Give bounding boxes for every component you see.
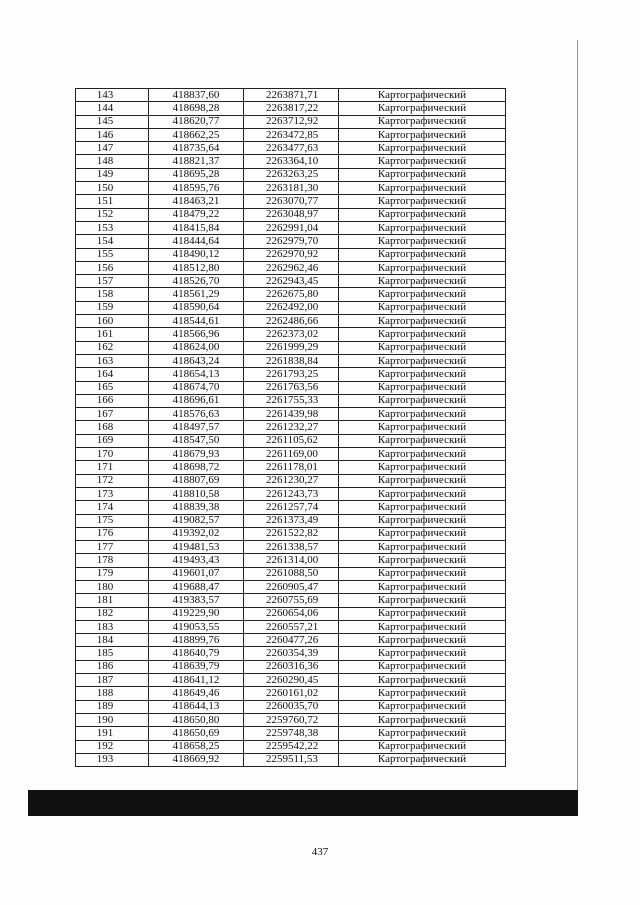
point-number-cell: 182 [76, 607, 149, 620]
x-coordinate-cell: 418807,69 [149, 474, 244, 487]
table-row [76, 115, 506, 128]
method-cell: Картографический [339, 221, 506, 234]
y-coordinate-cell: 2263477,63 [244, 142, 339, 155]
point-number-cell: 150 [76, 182, 149, 195]
point-number-cell: 180 [76, 580, 149, 593]
method-cell: Картографический [339, 594, 506, 607]
point-number-cell: 171 [76, 461, 149, 474]
x-coordinate-cell: 418679,93 [149, 448, 244, 461]
y-coordinate-cell: 2263817,22 [244, 102, 339, 115]
method-cell: Картографический [339, 700, 506, 713]
x-coordinate-cell: 418698,72 [149, 461, 244, 474]
x-coordinate-cell: 418650,80 [149, 713, 244, 726]
x-coordinate-cell: 418810,58 [149, 487, 244, 500]
method-cell: Картографический [339, 554, 506, 567]
y-coordinate-cell: 2260316,36 [244, 660, 339, 673]
scan-edge-line [577, 40, 578, 790]
x-coordinate-cell: 419082,57 [149, 514, 244, 527]
table-row [76, 394, 506, 407]
table-row [76, 474, 506, 487]
point-number-cell: 173 [76, 487, 149, 500]
table-row [76, 301, 506, 314]
method-cell: Картографический [339, 408, 506, 421]
y-coordinate-cell: 2261373,49 [244, 514, 339, 527]
method-cell: Картографический [339, 368, 506, 381]
point-number-cell: 175 [76, 514, 149, 527]
method-cell: Картографический [339, 634, 506, 647]
point-number-cell: 190 [76, 713, 149, 726]
x-coordinate-cell: 418641,12 [149, 674, 244, 687]
table-row [76, 567, 506, 580]
method-cell: Картографический [339, 541, 506, 554]
method-cell: Картографический [339, 128, 506, 141]
y-coordinate-cell: 2261230,27 [244, 474, 339, 487]
table-row [76, 341, 506, 354]
x-coordinate-cell: 418698,28 [149, 102, 244, 115]
point-number-cell: 176 [76, 527, 149, 540]
table-row [76, 221, 506, 234]
table-row [76, 660, 506, 673]
table-row [76, 448, 506, 461]
method-cell: Картографический [339, 288, 506, 301]
y-coordinate-cell: 2261257,74 [244, 501, 339, 514]
table-row [76, 128, 506, 141]
x-coordinate-cell: 418640,79 [149, 647, 244, 660]
point-number-cell: 158 [76, 288, 149, 301]
y-coordinate-cell: 2263263,25 [244, 168, 339, 181]
y-coordinate-cell: 2261439,98 [244, 408, 339, 421]
y-coordinate-cell: 2263712,92 [244, 115, 339, 128]
point-number-cell: 187 [76, 674, 149, 687]
method-cell: Картографический [339, 155, 506, 168]
y-coordinate-cell: 2261105,62 [244, 434, 339, 447]
point-number-cell: 167 [76, 408, 149, 421]
y-coordinate-cell: 2260755,69 [244, 594, 339, 607]
x-coordinate-cell: 418497,57 [149, 421, 244, 434]
point-number-cell: 151 [76, 195, 149, 208]
x-coordinate-cell: 418644,13 [149, 700, 244, 713]
x-coordinate-cell: 418624,00 [149, 341, 244, 354]
point-number-cell: 168 [76, 421, 149, 434]
table-row [76, 700, 506, 713]
table-row [76, 620, 506, 633]
method-cell: Картографический [339, 620, 506, 633]
table-row [76, 328, 506, 341]
method-cell: Картографический [339, 674, 506, 687]
point-number-cell: 148 [76, 155, 149, 168]
method-cell: Картографический [339, 261, 506, 274]
x-coordinate-cell: 418674,70 [149, 381, 244, 394]
x-coordinate-cell: 418658,25 [149, 740, 244, 753]
method-cell: Картографический [339, 753, 506, 766]
point-number-cell: 165 [76, 381, 149, 394]
method-cell: Картографический [339, 341, 506, 354]
x-coordinate-cell: 418479,22 [149, 208, 244, 221]
method-cell: Картографический [339, 713, 506, 726]
point-number-cell: 169 [76, 434, 149, 447]
method-cell: Картографический [339, 501, 506, 514]
point-number-cell: 183 [76, 620, 149, 633]
method-cell: Картографический [339, 514, 506, 527]
table-row [76, 594, 506, 607]
point-number-cell: 154 [76, 235, 149, 248]
x-coordinate-cell: 418654,13 [149, 368, 244, 381]
y-coordinate-cell: 2263181,30 [244, 182, 339, 195]
x-coordinate-cell: 419053,55 [149, 620, 244, 633]
x-coordinate-cell: 418544,61 [149, 315, 244, 328]
y-coordinate-cell: 2263070,77 [244, 195, 339, 208]
x-coordinate-cell: 418639,79 [149, 660, 244, 673]
y-coordinate-cell: 2262373,02 [244, 328, 339, 341]
table-row [76, 354, 506, 367]
scan-dark-band [28, 790, 578, 816]
x-coordinate-cell: 418669,92 [149, 753, 244, 766]
x-coordinate-cell: 418662,25 [149, 128, 244, 141]
table-row [76, 674, 506, 687]
table-row [76, 368, 506, 381]
table-row [76, 541, 506, 554]
point-number-cell: 164 [76, 368, 149, 381]
table-row [76, 155, 506, 168]
method-cell: Картографический [339, 580, 506, 593]
y-coordinate-cell: 2261763,56 [244, 381, 339, 394]
method-cell: Картографический [339, 527, 506, 540]
method-cell: Картографический [339, 394, 506, 407]
coordinates-table [75, 88, 506, 767]
point-number-cell: 186 [76, 660, 149, 673]
table-row [76, 554, 506, 567]
x-coordinate-cell: 418696,61 [149, 394, 244, 407]
point-number-cell: 174 [76, 501, 149, 514]
y-coordinate-cell: 2262675,80 [244, 288, 339, 301]
table-row [76, 434, 506, 447]
table-row [76, 514, 506, 527]
point-number-cell: 179 [76, 567, 149, 580]
table-row [76, 487, 506, 500]
point-number-cell: 162 [76, 341, 149, 354]
method-cell: Картографический [339, 421, 506, 434]
point-number-cell: 157 [76, 275, 149, 288]
x-coordinate-cell: 419688,47 [149, 580, 244, 593]
x-coordinate-cell: 418735,64 [149, 142, 244, 155]
y-coordinate-cell: 2259542,22 [244, 740, 339, 753]
x-coordinate-cell: 418650,69 [149, 727, 244, 740]
point-number-cell: 153 [76, 221, 149, 234]
y-coordinate-cell: 2261522,82 [244, 527, 339, 540]
y-coordinate-cell: 2261755,33 [244, 394, 339, 407]
y-coordinate-cell: 2261178,01 [244, 461, 339, 474]
y-coordinate-cell: 2261169,00 [244, 448, 339, 461]
x-coordinate-cell: 418463,21 [149, 195, 244, 208]
y-coordinate-cell: 2263472,85 [244, 128, 339, 141]
method-cell: Картографический [339, 607, 506, 620]
method-cell: Картографический [339, 248, 506, 261]
x-coordinate-cell: 418526,70 [149, 275, 244, 288]
y-coordinate-cell: 2259511,53 [244, 753, 339, 766]
x-coordinate-cell: 418566,96 [149, 328, 244, 341]
method-cell: Картографический [339, 102, 506, 115]
y-coordinate-cell: 2261088,50 [244, 567, 339, 580]
method-cell: Картографический [339, 461, 506, 474]
table-row [76, 713, 506, 726]
method-cell: Картографический [339, 740, 506, 753]
y-coordinate-cell: 2259748,38 [244, 727, 339, 740]
point-number-cell: 145 [76, 115, 149, 128]
point-number-cell: 181 [76, 594, 149, 607]
table-row [76, 408, 506, 421]
x-coordinate-cell: 419481,53 [149, 541, 244, 554]
page-number: 437 [311, 846, 329, 858]
point-number-cell: 166 [76, 394, 149, 407]
method-cell: Картографический [339, 115, 506, 128]
point-number-cell: 161 [76, 328, 149, 341]
point-number-cell: 159 [76, 301, 149, 314]
method-cell: Картографический [339, 142, 506, 155]
x-coordinate-cell: 419383,57 [149, 594, 244, 607]
point-number-cell: 177 [76, 541, 149, 554]
point-number-cell: 156 [76, 261, 149, 274]
point-number-cell: 178 [76, 554, 149, 567]
table-row [76, 687, 506, 700]
table-row [76, 102, 506, 115]
y-coordinate-cell: 2262979,70 [244, 235, 339, 248]
y-coordinate-cell: 2260477,26 [244, 634, 339, 647]
table-row [76, 182, 506, 195]
x-coordinate-cell: 418547,50 [149, 434, 244, 447]
point-number-cell: 185 [76, 647, 149, 660]
point-number-cell: 188 [76, 687, 149, 700]
method-cell: Картографический [339, 647, 506, 660]
method-cell: Картографический [339, 727, 506, 740]
method-cell: Картографический [339, 301, 506, 314]
table-row [76, 315, 506, 328]
y-coordinate-cell: 2260557,21 [244, 620, 339, 633]
point-number-cell: 163 [76, 354, 149, 367]
point-number-cell: 193 [76, 753, 149, 766]
x-coordinate-cell: 418899,76 [149, 634, 244, 647]
y-coordinate-cell: 2260354,39 [244, 647, 339, 660]
table-row [76, 647, 506, 660]
x-coordinate-cell: 418821,37 [149, 155, 244, 168]
table-row [76, 421, 506, 434]
table-row [76, 168, 506, 181]
y-coordinate-cell: 2260035,70 [244, 700, 339, 713]
table-row [76, 527, 506, 540]
table-row [76, 208, 506, 221]
y-coordinate-cell: 2260905,47 [244, 580, 339, 593]
table-row [76, 142, 506, 155]
y-coordinate-cell: 2260290,45 [244, 674, 339, 687]
x-coordinate-cell: 418576,63 [149, 408, 244, 421]
point-number-cell: 170 [76, 448, 149, 461]
table-row [76, 261, 506, 274]
y-coordinate-cell: 2261838,84 [244, 354, 339, 367]
point-number-cell: 172 [76, 474, 149, 487]
x-coordinate-cell: 418839,38 [149, 501, 244, 514]
point-number-cell: 149 [76, 168, 149, 181]
point-number-cell: 152 [76, 208, 149, 221]
method-cell: Картографический [339, 89, 506, 102]
method-cell: Картографический [339, 660, 506, 673]
point-number-cell: 155 [76, 248, 149, 261]
table-row [76, 89, 506, 102]
y-coordinate-cell: 2261999,29 [244, 341, 339, 354]
x-coordinate-cell: 418695,28 [149, 168, 244, 181]
point-number-cell: 189 [76, 700, 149, 713]
method-cell: Картографический [339, 474, 506, 487]
point-number-cell: 143 [76, 89, 149, 102]
x-coordinate-cell: 418444,64 [149, 235, 244, 248]
x-coordinate-cell: 418620,77 [149, 115, 244, 128]
table-row [76, 580, 506, 593]
method-cell: Картографический [339, 354, 506, 367]
y-coordinate-cell: 2262991,04 [244, 221, 339, 234]
method-cell: Картографический [339, 381, 506, 394]
table-row [76, 195, 506, 208]
method-cell: Картографический [339, 487, 506, 500]
method-cell: Картографический [339, 687, 506, 700]
table-row [76, 461, 506, 474]
point-number-cell: 160 [76, 315, 149, 328]
y-coordinate-cell: 2262492,00 [244, 301, 339, 314]
y-coordinate-cell: 2263364,10 [244, 155, 339, 168]
point-number-cell: 144 [76, 102, 149, 115]
y-coordinate-cell: 2261338,57 [244, 541, 339, 554]
table-row [76, 607, 506, 620]
y-coordinate-cell: 2261243,73 [244, 487, 339, 500]
x-coordinate-cell: 418643,24 [149, 354, 244, 367]
y-coordinate-cell: 2262943,45 [244, 275, 339, 288]
method-cell: Картографический [339, 168, 506, 181]
point-number-cell: 146 [76, 128, 149, 141]
method-cell: Картографический [339, 182, 506, 195]
table-row [76, 753, 506, 766]
y-coordinate-cell: 2261314,00 [244, 554, 339, 567]
table-row [76, 740, 506, 753]
method-cell: Картографический [339, 315, 506, 328]
method-cell: Картографический [339, 448, 506, 461]
table-row [76, 235, 506, 248]
table-row [76, 634, 506, 647]
y-coordinate-cell: 2260654,06 [244, 607, 339, 620]
y-coordinate-cell: 2261793,25 [244, 368, 339, 381]
method-cell: Картографический [339, 328, 506, 341]
table-row [76, 381, 506, 394]
table-row [76, 288, 506, 301]
x-coordinate-cell: 419392,02 [149, 527, 244, 540]
method-cell: Картографический [339, 567, 506, 580]
table-row [76, 727, 506, 740]
method-cell: Картографический [339, 434, 506, 447]
point-number-cell: 192 [76, 740, 149, 753]
x-coordinate-cell: 418837,60 [149, 89, 244, 102]
x-coordinate-cell: 418415,84 [149, 221, 244, 234]
method-cell: Картографический [339, 195, 506, 208]
y-coordinate-cell: 2262970,92 [244, 248, 339, 261]
point-number-cell: 184 [76, 634, 149, 647]
x-coordinate-cell: 418512,80 [149, 261, 244, 274]
y-coordinate-cell: 2263871,71 [244, 89, 339, 102]
y-coordinate-cell: 2261232,27 [244, 421, 339, 434]
coordinates-table-body [76, 89, 506, 767]
table-row [76, 501, 506, 514]
table-row [76, 275, 506, 288]
method-cell: Картографический [339, 235, 506, 248]
method-cell: Картографический [339, 275, 506, 288]
y-coordinate-cell: 2259760,72 [244, 713, 339, 726]
x-coordinate-cell: 418590,64 [149, 301, 244, 314]
x-coordinate-cell: 418649,46 [149, 687, 244, 700]
x-coordinate-cell: 419493,43 [149, 554, 244, 567]
x-coordinate-cell: 419601,07 [149, 567, 244, 580]
y-coordinate-cell: 2262486,66 [244, 315, 339, 328]
x-coordinate-cell: 419229,90 [149, 607, 244, 620]
y-coordinate-cell: 2263048,97 [244, 208, 339, 221]
x-coordinate-cell: 418490,12 [149, 248, 244, 261]
x-coordinate-cell: 418595,76 [149, 182, 244, 195]
method-cell: Картографический [339, 208, 506, 221]
point-number-cell: 191 [76, 727, 149, 740]
table-row [76, 248, 506, 261]
y-coordinate-cell: 2262962,46 [244, 261, 339, 274]
y-coordinate-cell: 2260161,02 [244, 687, 339, 700]
x-coordinate-cell: 418561,29 [149, 288, 244, 301]
point-number-cell: 147 [76, 142, 149, 155]
